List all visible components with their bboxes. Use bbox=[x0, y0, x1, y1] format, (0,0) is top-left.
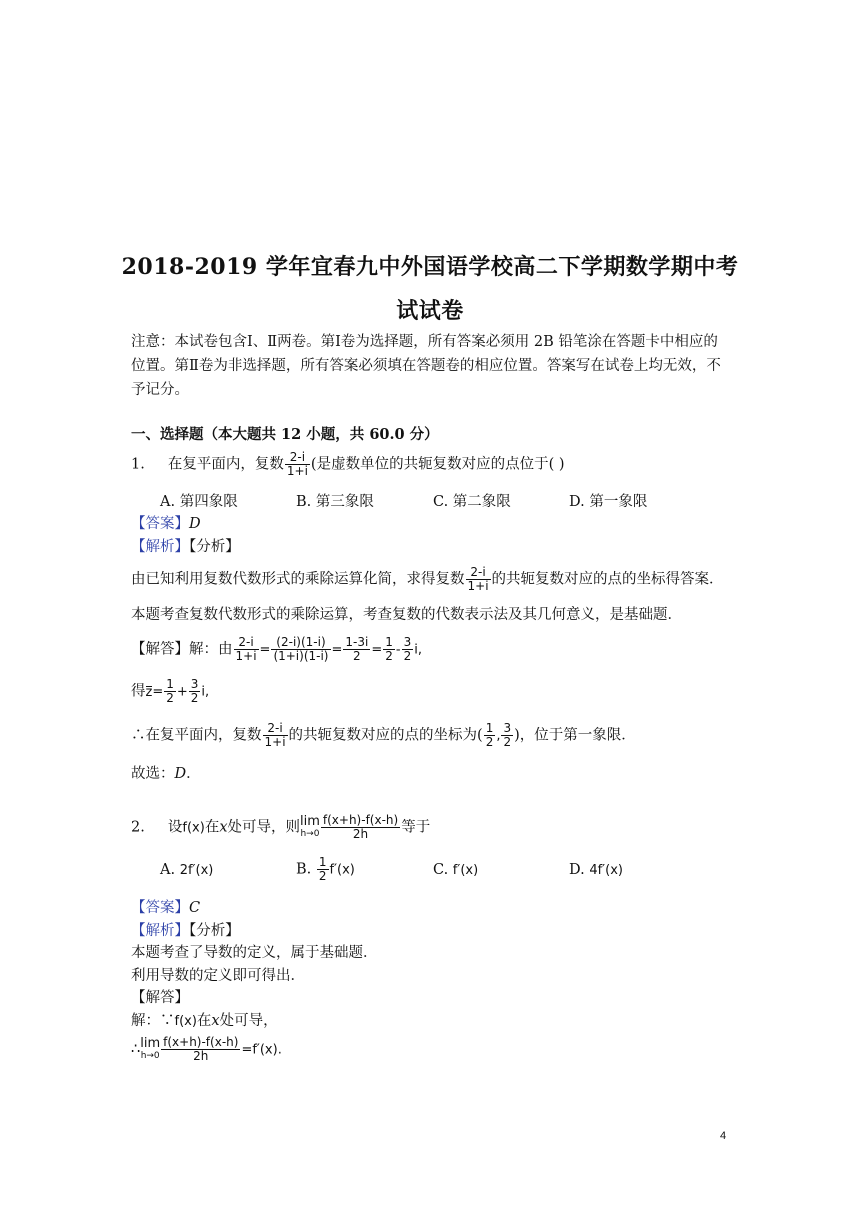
math-x: x bbox=[211, 1013, 220, 1029]
analysis-text: 的共轭复数对应的点的坐标得答案． bbox=[491, 571, 724, 588]
denominator: 2 bbox=[503, 735, 512, 749]
analysis-sub-label: 【分析】 bbox=[189, 539, 240, 555]
q1-option-b bbox=[296, 490, 374, 511]
q2-analysis-heading bbox=[131, 919, 240, 940]
numerator: 1 bbox=[385, 635, 393, 649]
option-letter: D. bbox=[569, 494, 585, 510]
limit bbox=[140, 1035, 161, 1062]
math-x: x bbox=[219, 819, 228, 836]
numerator: 3 bbox=[503, 721, 512, 735]
solution-text: 故选： bbox=[131, 766, 175, 782]
q1-option-a bbox=[160, 490, 238, 511]
denominator: 1+i bbox=[235, 649, 257, 663]
question-text: 等于 bbox=[401, 819, 431, 836]
conjugate-z: z bbox=[145, 684, 153, 700]
lim-text: lim bbox=[140, 1035, 161, 1051]
denominator: 2 bbox=[166, 691, 174, 705]
q2-option-b bbox=[296, 856, 355, 883]
q1-conclusion-line: ∴在复平面内，复数 $\frac{2-i}{1+i}$ 的共轭复数对应的点的坐标为( $\frac{1}{2}$ , $\frac{3}{2}$ )，位于第一象限． bbox=[131, 721, 636, 749]
denominator: 2 bbox=[190, 691, 199, 705]
numerator: 1 bbox=[485, 721, 494, 735]
solution-text: i, bbox=[201, 684, 210, 700]
fraction bbox=[343, 636, 370, 663]
exam-title-line2: 试试卷 bbox=[396, 298, 464, 324]
fraction bbox=[402, 636, 414, 663]
solution-label: 【解答】 bbox=[131, 641, 189, 658]
denominator: 2h bbox=[193, 1049, 209, 1063]
option-text: f′(x) bbox=[452, 863, 479, 878]
question-text: 在复平面内，复数 bbox=[167, 456, 284, 473]
option-letter: B. bbox=[296, 494, 312, 510]
solution-text: 解：∵ bbox=[131, 1013, 175, 1029]
fraction bbox=[466, 566, 491, 593]
analysis-label: 【解析】 bbox=[131, 923, 189, 939]
answer-value: D bbox=[174, 766, 187, 782]
numerator: 3 bbox=[190, 677, 199, 691]
numerator: f(x+h)-f(x-h) bbox=[322, 813, 399, 827]
option-letter: C. bbox=[433, 494, 449, 510]
q1-solution-line1: 【解答】解：由 $\frac{2-i}{1+i}$ = $\frac{(2-i)(1-i)}{(1+i)(1-i)}$ = $\frac{1-3i}{2}$ = $\frac{1}{2}$ - $\frac{3}{2}$ i, bbox=[131, 635, 422, 663]
q1-answer bbox=[131, 512, 201, 533]
q2-solution-label: 【解答】 bbox=[131, 990, 189, 1006]
solution-text: ． bbox=[186, 766, 201, 782]
question-2-stem bbox=[131, 814, 430, 841]
option-letter: A. bbox=[160, 862, 176, 878]
question-1-stem bbox=[131, 451, 565, 478]
q1-option-c bbox=[433, 490, 511, 511]
q1-analysis-line1 bbox=[131, 566, 724, 593]
q1-analysis-line2: 本题考查复数代数形式的乘除运算，考查复数的代数表示法及其几何意义，是基础题． bbox=[131, 607, 682, 623]
q2-analysis-line1: 本题考查了导数的定义，属于基础题． bbox=[131, 945, 378, 961]
numerator: 3 bbox=[403, 635, 412, 649]
exam-title-line1: 2018-2019 学年宜春九中外国语学校高二下学期数学期中考 bbox=[121, 254, 739, 280]
denominator: 1+i bbox=[286, 464, 308, 478]
numerator: 1-3i bbox=[345, 635, 369, 649]
q1-analysis-heading bbox=[131, 535, 240, 556]
option-text: f′(x) bbox=[329, 862, 355, 878]
fraction bbox=[383, 636, 395, 663]
solution-text: )，位于第一象限． bbox=[514, 727, 636, 744]
denominator: 2h bbox=[352, 827, 369, 841]
denominator: 2 bbox=[485, 735, 494, 749]
fraction bbox=[317, 856, 329, 883]
option-text: 2f′(x) bbox=[179, 863, 214, 878]
answer-value: D bbox=[189, 516, 201, 532]
question-text: 在 bbox=[204, 819, 220, 836]
solution-text: ∴在复平面内，复数 bbox=[131, 727, 262, 744]
fraction bbox=[164, 678, 176, 705]
numerator: 1 bbox=[166, 677, 174, 691]
option-letter: A. bbox=[160, 494, 176, 510]
solution-text: =f′(x). bbox=[241, 1042, 282, 1058]
option-text: 4f′(x) bbox=[589, 863, 623, 878]
fraction bbox=[271, 636, 330, 663]
denominator: (1+i)(1-i) bbox=[273, 649, 329, 663]
solution-text: 处可导， bbox=[219, 1013, 278, 1029]
page-number: 4 bbox=[720, 1130, 727, 1142]
denominator: 2 bbox=[318, 869, 327, 883]
q2-solution-line2 bbox=[131, 1036, 282, 1063]
option-text: 第一象限 bbox=[589, 494, 648, 510]
option-letter: B. bbox=[296, 861, 312, 878]
fraction bbox=[484, 722, 496, 749]
fraction bbox=[189, 678, 201, 705]
denominator: 2 bbox=[385, 649, 393, 663]
fraction bbox=[234, 636, 259, 663]
denominator: 1+i bbox=[467, 579, 489, 593]
q2-option-d bbox=[569, 862, 623, 878]
option-letter: D. bbox=[569, 862, 585, 878]
q1-choose-line bbox=[131, 762, 201, 783]
option-text: 第二象限 bbox=[452, 494, 511, 510]
lim-text: lim bbox=[300, 813, 320, 829]
solution-text: 在 bbox=[196, 1013, 212, 1029]
q2-analysis-line2: 利用导数的定义即可得出． bbox=[131, 968, 305, 984]
solution-text: 得 bbox=[131, 683, 146, 700]
analysis-sub-label: 【分析】 bbox=[189, 923, 240, 939]
solution-text: 的共轭复数对应的点的坐标为( bbox=[288, 727, 483, 744]
fraction bbox=[321, 814, 400, 841]
q1-option-d bbox=[569, 490, 647, 511]
question-number: 2. bbox=[131, 819, 145, 836]
solution-text: 解：由 bbox=[189, 641, 233, 658]
limit bbox=[300, 813, 320, 840]
answer-label: 【答案】 bbox=[131, 516, 189, 532]
numerator: 1 bbox=[318, 855, 327, 869]
question-text: 处可导，则 bbox=[227, 819, 300, 836]
math-fx: f(x) bbox=[182, 820, 205, 836]
lim-subscript: h→0 bbox=[300, 828, 320, 839]
fraction bbox=[161, 1036, 240, 1063]
lim-subscript: h→0 bbox=[140, 1050, 160, 1061]
q1-conjugate-line: 得z= $\frac{1}{2}$ + $\frac{3}{2}$ i, bbox=[131, 677, 210, 705]
answer-value: C bbox=[189, 900, 201, 916]
fraction bbox=[501, 722, 513, 749]
fraction bbox=[263, 722, 288, 749]
denominator: 2 bbox=[353, 649, 361, 663]
question-text: (是虚数单位的共轭复数对应的点位于( ) bbox=[310, 456, 565, 473]
answer-label: 【答案】 bbox=[131, 900, 189, 916]
denominator: 2 bbox=[403, 649, 412, 663]
question-text: 设 bbox=[167, 819, 183, 836]
denominator: 1+i bbox=[264, 735, 286, 749]
math-fx: f(x) bbox=[174, 1014, 197, 1029]
question-number: 1. bbox=[131, 456, 145, 473]
analysis-label: 【解析】 bbox=[131, 539, 189, 555]
section-heading: 一、选择题（本大题共 12 小题，共 60.0 分） bbox=[131, 426, 439, 443]
solution-text: ∴ bbox=[131, 1041, 141, 1058]
numerator: (2-i)(1-i) bbox=[271, 636, 330, 650]
numerator: 2-i bbox=[234, 636, 259, 650]
exam-instructions: 注意：本试卷包含Ⅰ、Ⅱ两卷。第Ⅰ卷为选择题，所有答案必须用 2B 铅笔涂在答题卡中相应的位置。第Ⅱ卷为非选择题，所有答案必须填在答题卷的相应位置。答案写在试卷上均无效，不予记分。 bbox=[131, 334, 721, 398]
numerator: f(x+h)-f(x-h) bbox=[163, 1035, 239, 1049]
option-text: 第四象限 bbox=[179, 494, 238, 510]
numerator: 2-i bbox=[466, 566, 491, 580]
fraction bbox=[285, 451, 310, 478]
q2-answer bbox=[131, 896, 200, 917]
numerator: 2-i bbox=[263, 722, 288, 736]
solution-text: i, bbox=[414, 642, 422, 658]
q2-option-a bbox=[160, 862, 213, 878]
q2-solution-line1 bbox=[131, 1009, 278, 1030]
option-letter: C. bbox=[433, 862, 449, 878]
numerator: 2-i bbox=[285, 451, 310, 465]
option-text: 第三象限 bbox=[315, 494, 374, 510]
analysis-text: 由已知利用复数代数形式的乘除运算化简，求得复数 bbox=[131, 571, 465, 588]
q2-option-c bbox=[433, 862, 478, 878]
